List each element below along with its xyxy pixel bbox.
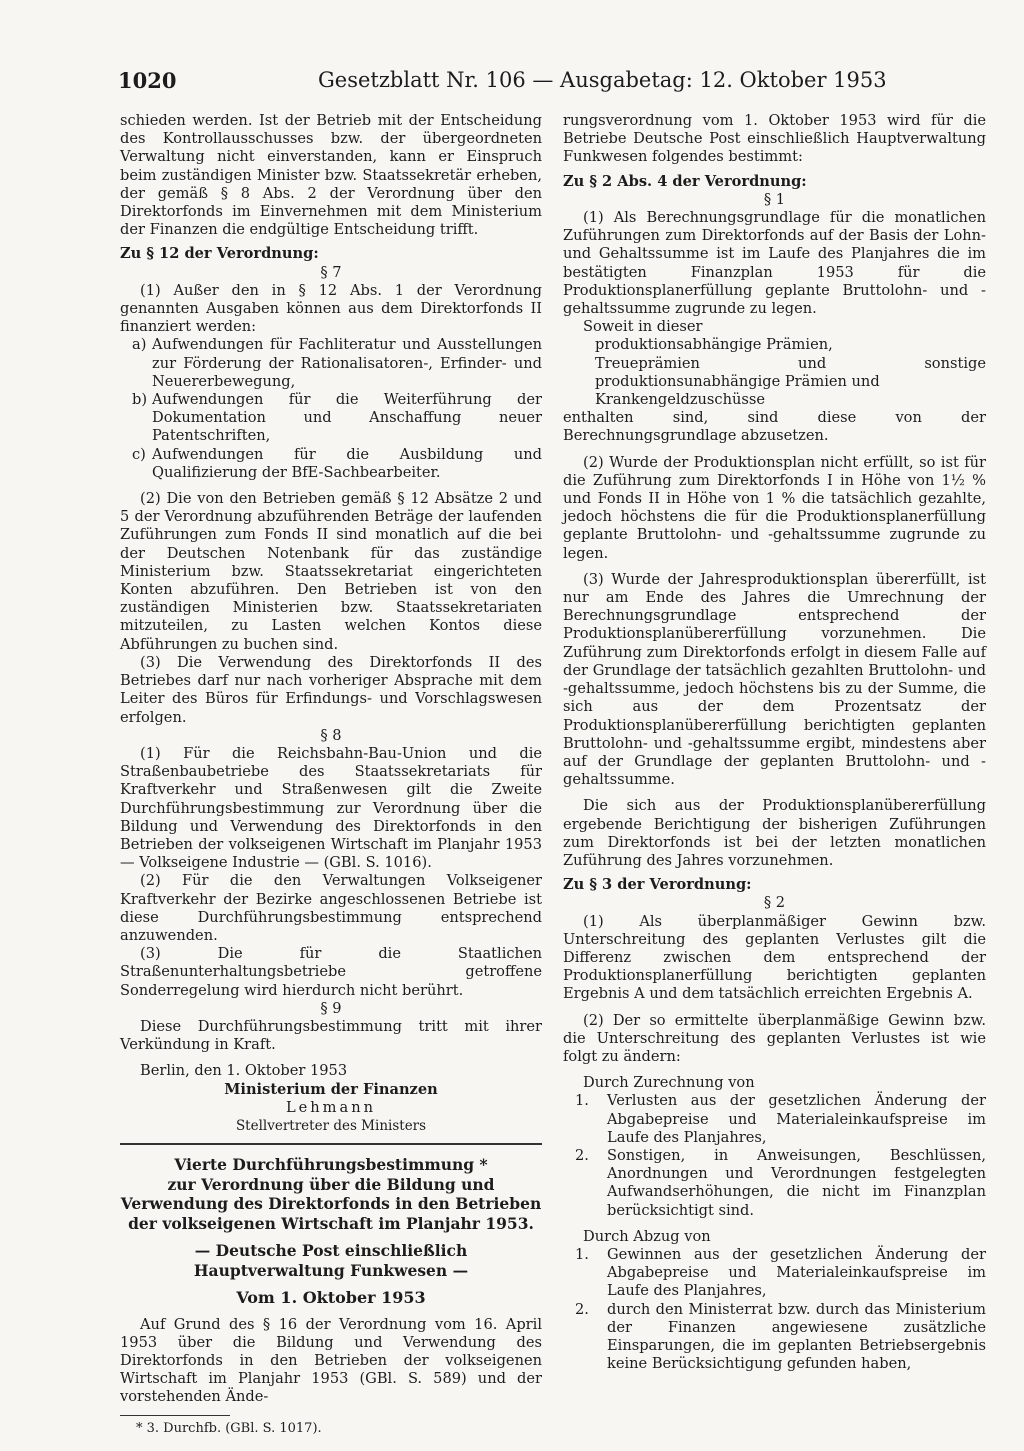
list-item [132,391,542,446]
page-number: 1020 [118,68,177,93]
section-number: § 8 [320,726,342,744]
list-marker: c) [132,445,146,463]
paragraph: enthalten sind, sind diese von der Berechnungsgrundlage abzusetzen. [563,409,986,445]
list-text: Aufwendungen für Fachliteratur und Ausstellungen zur Förderung der Rationalisatoren-, Erfinder- und Neuererbewegung, [152,336,542,390]
document-scope: — Deutsche Post einschließlich Hauptverwaltung Funkwesen — [193,1241,469,1280]
paragraph: (3) Die für die Staatlichen Straßenunterhaltungsbetriebe getroffene Sonderregelung wird hierdurch nicht berührt. [120,945,542,999]
list-item [563,1301,986,1374]
list-marker: 2. [575,1146,589,1164]
list-item [563,1147,986,1220]
paragraph: Auf Grund des § 16 der Verordnung vom 16. April 1953 über die Bildung und Verwendung des Direktorfonds in den Betrieben der volkseigenen Wirtschaft im Planjahr 1953 (GBl. S. 589) und der vorstehenden Ände- [120,1315,542,1406]
page-header [118,68,978,98]
place-date: Berlin, den 1. Oktober 1953 [140,1062,348,1080]
right-column [563,112,986,1373]
document-title: Vierte Durchführungsbestimmung * [174,1155,488,1175]
paragraph: (3) Wurde der Jahresproduktionsplan übererfüllt, ist nur am Ende des Jahres die Umrechnung der Berechnungsgrundlage entsprechend der Produktionsplanübererfüllung vorzunehmen. Die Zuführung zum Direktorfonds erfolgt in diesem Falle auf der Grundlage der tatsächlich gezahlten Bruttolohn- und -gehaltssumme, jedoch höchstens bis zu der Summe, die sich aus der dem Prozentsatz der Produktionsplanübererfüllung berichtigten geplanten Bruttolohn- und -gehaltssumme ergibt, mindestens aber auf der Grundlage der geplanten Bruttolohn- und -gehaltssumme. [563,570,986,789]
paragraph: schieden werden. Ist der Betrieb mit der Entscheidung des Kontrollausschusses bzw. der übergeordneten Verwaltung nicht einverstanden, kann er Einspruch beim zuständigen Minister bzw. Staatssekretär erheben, der gemäß § 8 Abs. 2 der Verordnung über den Direktorfonds im Einvernehmen mit dem Ministerium der Finanzen die endgültige Entscheidung trifft. [120,112,542,239]
paragraph: (2) Wurde der Produktionsplan nicht erfüllt, so ist für die Zuführung zum Direktorfonds I in Höhe von 1½ % und Fonds II in Höhe von 1 % die tatsächlich gezahlte, jedoch höchstens die für die Produktionsplanerfüllung geplante Bruttolohn- und -gehaltssumme zugrunde zu legen. [563,453,986,562]
list-item [132,446,542,482]
list-item [563,1246,986,1301]
document-subtitle: zur Verordnung über die Bildung und Verwendung des Direktorfonds in den Betrieben der volkseigenen Wirtschaft im Planjahr 1953. [120,1174,542,1233]
paragraph: (2) Für die den Verwaltungen Volkseigener Kraftverkehr der Bezirke angeschlossenen Betriebe ist diese Durchführungsbestimmung entsprechend anzuwenden. [120,872,542,944]
section-heading: Zu § 2 Abs. 4 der Verordnung: [563,172,807,190]
paragraph: (1) Außer den in § 12 Abs. 1 der Verordnung genannten Ausgaben können aus dem Direktorfonds II finanziert werden: [120,281,542,336]
left-column [120,112,542,1438]
list [120,336,542,482]
ministry-name: Ministerium der Finanzen [224,1080,438,1098]
paragraph: (2) Die von den Betrieben gemäß § 12 Absätze 2 und 5 der Verordnung abzuführenden Beträge der laufenden Zuführungen zum Fonds II sind monatlich auf die bei der Deutschen Notenbank für das zuständige Ministerium bzw. Staatssekretariat eingerichteten Konten abzuführen. Den Betrieben ist von den zuständigen Ministerien bzw. Staatssekretariaten mitzuteilen, zu Lasten welchen Kontos diese Abführungen zu buchen sind. [120,490,542,653]
paragraph: (1) Als überplanmäßiger Gewinn bzw. Unterschreitung des geplanten Verlustes gilt die Differenz zwischen dem entsprechend der Produktionsplanerfüllung berichtigten geplanten Ergebnis A und dem tatsächlich erreichten Ergebnis A. [563,912,986,1003]
list-intro: Durch Zurechnung von [583,1074,755,1092]
section-number: § 1 [763,190,786,208]
list-text: durch den Ministerrat bzw. durch das Ministerium der Finanzen angewiesene zusätzliche Einsparungen, die im geplanten Betriebsergebnis keine Berücksichtigung gefunden haben, [607,1300,986,1373]
section-number: § 2 [763,894,786,912]
footnote: * 3. Durchfb. (GBl. S. 1017). [136,1420,322,1436]
list-marker: 1. [575,1092,589,1110]
list-item [132,336,542,391]
paragraph: Die sich aus der Produktionsplanübererfüllung ergebende Berichtigung der bisherigen Zuführungen zum Direktorfonds ist bei der letzten monatlichen Zuführung des Jahres vorzunehmen. [563,797,986,869]
gazette-title: Gesetzblatt Nr. 106 — Ausgabetag: 12. Oktober 1953 [318,68,887,92]
list-text: Aufwendungen für die Ausbildung und Qualifizierung der BfE-Sachbearbeiter. [152,445,542,481]
list-marker: a) [132,336,147,354]
section-heading: Zu § 12 der Verordnung: [120,245,319,263]
list [563,336,986,409]
paragraph: Soweit in dieser [583,318,703,336]
paragraph: Diese Durchführungsbestimmung tritt mit ihrer Verkündung in Kraft. [120,1017,542,1054]
document-date: Vom 1. Oktober 1953 [236,1288,426,1308]
paragraph: (1) Als Berechnungsgrundlage für die monatlichen Zuführungen zum Direktorfonds auf der Basis der Lohn- und Gehaltssumme ist im Laufe des Planjahres die im bestätigten Finanzplan 1953 für die Produktionsplanerfüllung geplante Bruttolohn- und -gehaltssumme zugrunde zu legen. [563,209,986,318]
paragraph: rungsverordnung vom 1. Oktober 1953 wird für die Betriebe Deutsche Post einschließlich Hauptverwaltung Funkwesen folgendes bestimmt: [563,112,986,166]
list-item [563,1092,986,1147]
list-item: produktionsabhängige Prämien, [595,336,833,354]
list-marker: b) [132,391,148,409]
section-number: § 9 [320,999,342,1017]
list-item: Krankengeldzuschüsse [595,391,766,409]
section-heading: Zu § 3 der Verordnung: [563,876,752,894]
section-number: § 7 [320,263,342,281]
list-marker: 1. [575,1245,589,1263]
list-text: Gewinnen aus der gesetzlichen Änderung der Abgabepreise und Materialeinkaufspreise im Laufe des Planjahres, [607,1245,986,1300]
list-item: Treueprämien und sonstige produktionsunabhängige Prämien und [595,354,986,390]
paragraph: (3) Die Verwendung des Direktorfonds II des Betriebes darf nur nach vorheriger Absprache mit dem Leiter des Büros für Erfindungs- und Vorschlagswesen erfolgen. [120,653,542,726]
list-text: Aufwendungen für die Weiterführung der Dokumentation und Anschaffung neuer Patentschriften, [152,391,542,445]
signer-name: Lehmann [285,1098,377,1116]
list-text: Verlusten aus der gesetzlichen Änderung der Abgabepreise und Materialeinkaufspreise im Laufe des Planjahres, [607,1092,986,1146]
signer-role: Stellvertreter des Ministers [235,1117,427,1134]
footnote-divider [120,1415,230,1416]
paragraph: (1) Für die Reichsbahn-Bau-Union und die Straßenbaubetriebe des Staatssekretariats für Kraftverkehr und Straßenwesen gilt die Zweite Durchführungsbestimmung zur Verordnung über die Bildung und Verwendung des Direktorfonds in den Betrieben der volkseigenen Wirtschaft im Planjahr 1953 — Volkseigene Industrie — (GBl. S. 1016). [120,744,542,872]
list-text: Sonstigen, in Anweisungen, Beschlüssen, Anordnungen und Verordnungen festgelegten Aufwandserhöhungen, die nicht im Finanzplan berücksichtigt sind. [607,1146,986,1219]
divider [120,1143,542,1145]
list-marker: 2. [575,1300,589,1318]
list-intro: Durch Abzug von [583,1227,711,1245]
paragraph: (2) Der so ermittelte überplanmäßige Gewinn bzw. die Unterschreitung des geplanten Verlustes ist wie folgt zu ändern: [563,1011,986,1065]
